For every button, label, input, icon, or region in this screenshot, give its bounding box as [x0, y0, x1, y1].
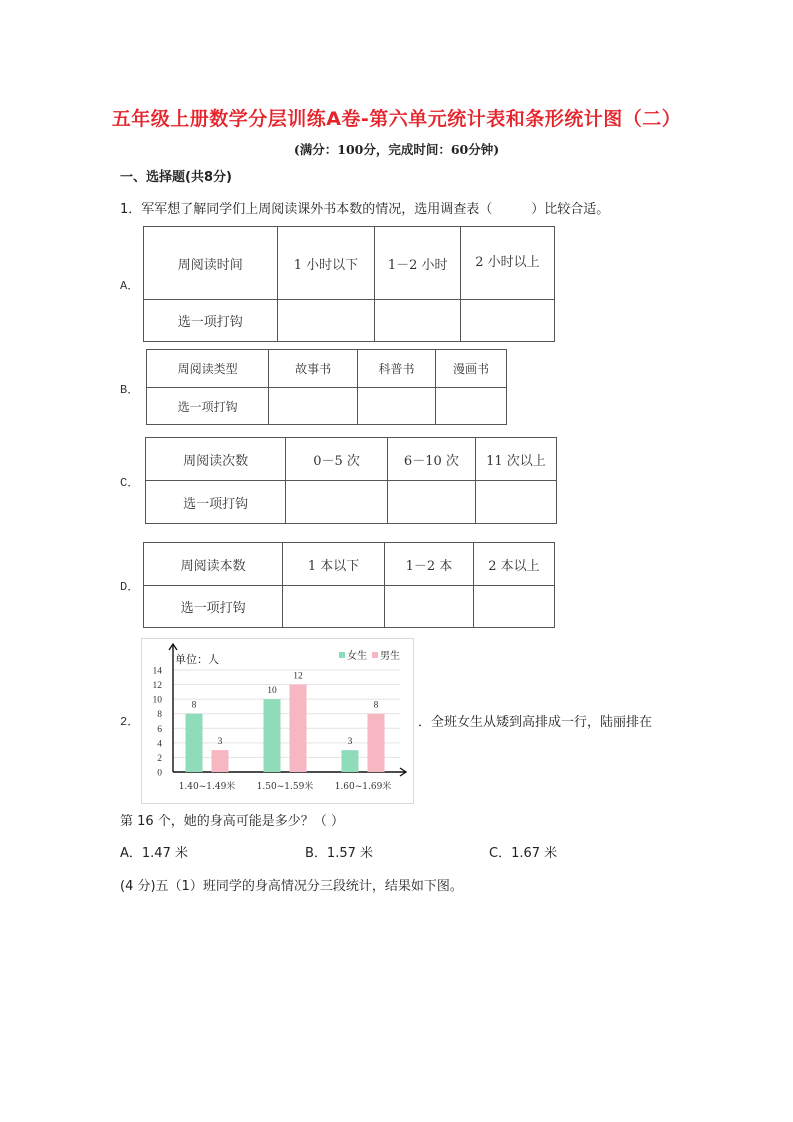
table-cell: 选一项打钩 [144, 586, 283, 628]
bar-value-label: 8 [191, 700, 197, 711]
table-cell: 2 小时以上 [460, 227, 554, 300]
x-category-label: 1.50~1.59米 [256, 782, 314, 792]
y-tick-label: 2 [157, 753, 162, 764]
table-cell: 周阅读次数 [146, 438, 286, 481]
question-text: 军军想了解同学们上周阅读课外书本数的情况，选用调查表（ ）比较合适。 [141, 202, 610, 217]
checkbox-cell [460, 300, 554, 342]
document-subtitle: (满分：100分，完成时间：60分钟) [293, 142, 500, 157]
table-cell: 选一项打钩 [147, 388, 269, 425]
question-2-number: 2． [120, 715, 140, 729]
document-title: 五年级上册数学分层训练A卷-第六单元统计表和条形统计图（二） [111, 108, 682, 130]
table-cell: 周阅读类型 [147, 350, 269, 388]
table-header-row [144, 543, 555, 586]
bar-value-label: 10 [267, 686, 277, 697]
answer-option-b: B．1.57 米 [305, 846, 373, 861]
checkbox-cell [387, 481, 475, 524]
table-cell: 选一项打钩 [144, 300, 278, 342]
checkbox-cell [473, 586, 554, 628]
y-tick-label: 14 [152, 666, 162, 677]
survey-table-b [146, 349, 507, 425]
bar-girls [342, 750, 359, 772]
survey-table-d [143, 542, 555, 628]
legend-label: 女生 [347, 651, 367, 662]
table-cell: 1 小时以下 [277, 227, 375, 300]
unit-label: 单位：人 [175, 653, 219, 666]
y-tick-label: 10 [152, 695, 162, 706]
checkbox-cell [277, 300, 375, 342]
legend-swatch [339, 652, 345, 658]
table-cell: 1 本以下 [283, 543, 385, 586]
table-cell: 周阅读本数 [144, 543, 283, 586]
answer-option-c: C．1.67 米 [489, 846, 558, 861]
x-category-label: 1.60~1.69米 [334, 782, 392, 792]
checkbox-cell [286, 481, 388, 524]
checkbox-cell [475, 481, 556, 524]
checkbox-cell [435, 388, 506, 425]
checkbox-cell [384, 586, 473, 628]
section-heading: 一、选择题(共8分) [120, 170, 232, 185]
table-cell: 选一项打钩 [146, 481, 286, 524]
table-cell: 0－5 次 [286, 438, 388, 481]
table-row [144, 586, 555, 628]
table-header-row [144, 227, 555, 300]
bar-girls [264, 699, 281, 772]
option-b-label: B． [120, 383, 140, 397]
question-1 [120, 198, 609, 217]
option-c-label: C． [120, 476, 140, 490]
table-cell: 1－2 本 [384, 543, 473, 586]
question-2-text-line2: 第 16 个，她的身高可能是多少？（ ） [120, 814, 344, 829]
checkbox-cell [269, 388, 358, 425]
question-number: 1． [120, 202, 142, 217]
table-cell: 2 本以上 [473, 543, 554, 586]
option-d-label: D． [120, 580, 140, 594]
answer-option-a: A．1.47 米 [120, 846, 188, 861]
table-cell: 周阅读时间 [144, 227, 278, 300]
bar-value-label: 8 [373, 700, 379, 711]
checkbox-cell [283, 586, 385, 628]
y-tick-label: 12 [152, 681, 162, 692]
table-header-row [146, 438, 557, 481]
table-header-row [147, 350, 507, 388]
option-a-label: A． [120, 279, 140, 293]
bar-value-label: 3 [347, 737, 353, 748]
survey-table-a [143, 226, 555, 342]
y-tick-label: 0 [157, 768, 162, 779]
table-cell: 1－2 小时 [375, 227, 461, 300]
bar-value-label: 12 [293, 671, 303, 682]
bar-boys [290, 685, 307, 772]
table-cell: 漫画书 [435, 350, 506, 388]
checkbox-cell [357, 388, 435, 425]
table-cell: 科普书 [357, 350, 435, 388]
question-2-text: ．全班女生从矮到高排成一行，陆丽排在 [418, 715, 653, 730]
legend-label: 男生 [380, 651, 400, 662]
bar-chart-svg [142, 639, 413, 803]
survey-table-c [145, 437, 557, 524]
y-tick-label: 6 [157, 724, 162, 735]
bar-boys [212, 750, 229, 772]
checkbox-cell [375, 300, 461, 342]
bar-value-label: 3 [217, 737, 223, 748]
table-row [147, 388, 507, 425]
y-tick-label: 4 [157, 739, 162, 750]
x-category-label: 1.40~1.49米 [178, 782, 236, 792]
legend-swatch [372, 652, 378, 658]
table-cell: 11 次以上 [475, 438, 556, 481]
height-bar-chart [141, 638, 414, 804]
bar-girls [186, 714, 203, 772]
question-3-text: (4 分)五（1）班同学的身高情况分三段统计，结果如下图。 [120, 879, 463, 894]
bar-boys [368, 714, 385, 772]
y-tick-label: 8 [157, 710, 162, 721]
table-cell: 6－10 次 [387, 438, 475, 481]
table-cell: 故事书 [269, 350, 358, 388]
table-row [146, 481, 557, 524]
table-row [144, 300, 555, 342]
